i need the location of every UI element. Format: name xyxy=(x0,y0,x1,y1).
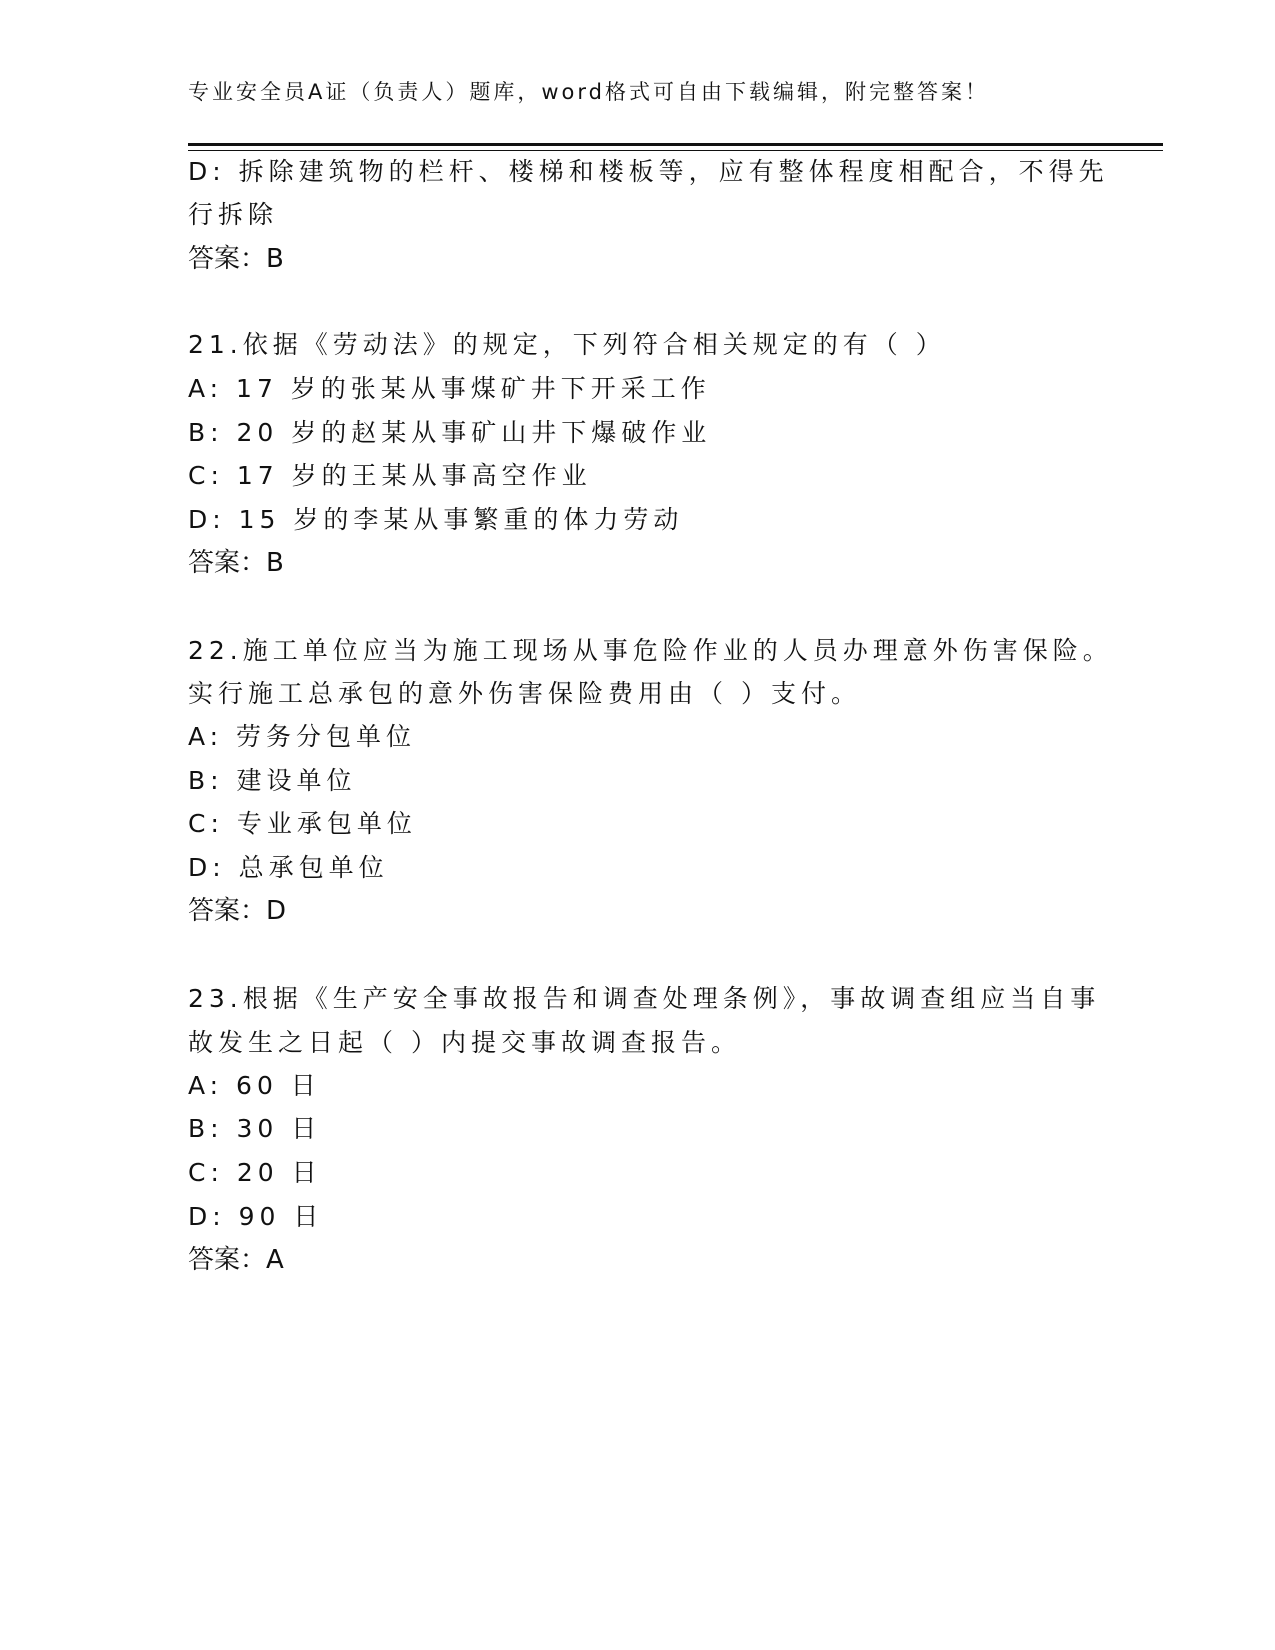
question-22-stem-line1: 22.施工单位应当为施工现场从事危险作业的人员办理意外伤害保险。 xyxy=(188,636,1113,665)
prev-question-answer: 答案：B xyxy=(188,244,284,274)
prev-question-option-d-line1: D: 拆除建筑物的栏杆、楼梯和楼板等，应有整体程度相配合，不得先 xyxy=(188,157,1109,186)
question-22-stem-line2: 实行施工总承包的意外伤害保险费用由（ ）支付。 xyxy=(188,679,861,708)
page-header-title: 专业安全员A证（负责人）题库，word格式可自由下载编辑，附完整答案！ xyxy=(188,80,989,104)
question-22-option-a: A: 劳务分包单位 xyxy=(188,722,417,751)
question-21-option-a: A: 17 岁的张某从事煤矿井下开采工作 xyxy=(188,374,711,403)
question-21-option-b: B: 20 岁的赵某从事矿山井下爆破作业 xyxy=(188,418,712,447)
question-21-stem-line1: 21.依据《劳动法》的规定，下列符合相关规定的有（ ） xyxy=(188,330,946,359)
question-23-option-b: B: 30 日 xyxy=(188,1114,322,1143)
question-23-stem-line1: 23.根据《生产安全事故报告和调查处理条例》，事故调查组应当自事 xyxy=(188,984,1101,1013)
question-22-answer: 答案：D xyxy=(188,896,287,926)
question-23-option-c: C: 20 日 xyxy=(188,1158,322,1187)
question-21-option-c: C: 17 岁的王某从事高空作业 xyxy=(188,461,592,490)
question-22-option-b: B: 建设单位 xyxy=(188,766,357,795)
header-rule-thin xyxy=(188,150,1163,151)
header-rule-thick xyxy=(188,143,1163,146)
question-23-stem-line2: 故发生之日起（ ）内提交事故调查报告。 xyxy=(188,1028,741,1057)
question-23-option-d: D: 90 日 xyxy=(188,1202,324,1231)
question-23-answer: 答案：A xyxy=(188,1245,284,1275)
prev-question-option-d-line2: 行拆除 xyxy=(188,200,279,229)
question-21-option-d: D: 15 岁的李某从事繁重的体力劳动 xyxy=(188,505,684,534)
question-22-option-c: C: 专业承包单位 xyxy=(188,809,417,838)
question-23-option-a: A: 60 日 xyxy=(188,1071,321,1100)
question-22-option-d: D: 总承包单位 xyxy=(188,853,389,882)
question-21-answer: 答案：B xyxy=(188,548,284,578)
